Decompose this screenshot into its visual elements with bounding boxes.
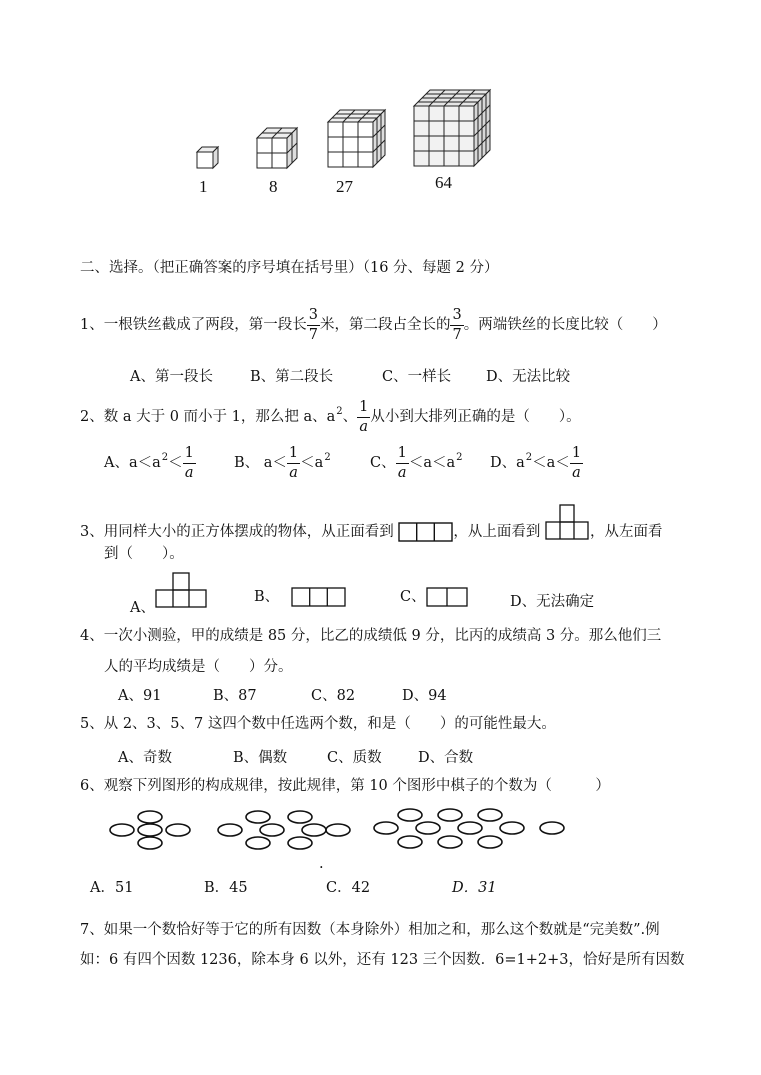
q5-option-c[interactable]: C、质数: [327, 750, 382, 766]
q2-fraction: $\frac{1}{a}$: [359, 399, 369, 435]
q1-fraction-1: $\frac{3}{7}$: [308, 307, 318, 343]
question-6: 6、观察下列图形的构成规律，按此规律，第 10 个图形中棋子的个数为（ ）: [80, 778, 610, 794]
q6-option-b[interactable]: B．45: [204, 880, 248, 896]
q3-option-d[interactable]: D、无法确定: [510, 594, 595, 610]
cube-label-64: 64: [435, 173, 452, 192]
q1-fraction-2: $\frac{3}{7}$: [452, 307, 462, 343]
q1-stem-a: 1、一根铁丝截成了两段，第一段长: [80, 317, 307, 333]
section-title: 二、选择。（把正确答案的序号填在括号里）（16 分、每题 2 分）: [80, 260, 499, 276]
cube-1: [197, 147, 218, 168]
front-view-figure: [398, 522, 453, 542]
question-4-line-1: 4、一次小测验，甲的成绩是 85 分，比乙的成绩低 9 分，比丙的成绩高 3 分。那么他们三: [80, 628, 662, 644]
q4-option-c[interactable]: C、82: [311, 688, 356, 704]
q2-option-a[interactable]: A、$a<a^2<$ $\frac{1}{a}$: [104, 445, 194, 481]
q4-option-b[interactable]: B、87: [213, 688, 257, 704]
cubes-figure: [190, 82, 510, 172]
q6-pattern-1: [104, 808, 196, 852]
q1-option-c[interactable]: C、一样长: [382, 369, 452, 385]
option-c-figure: [426, 587, 468, 607]
q6-option-d[interactable]: D．31: [452, 880, 497, 896]
q5-option-b[interactable]: B、偶数: [233, 750, 288, 766]
q2-option-c[interactable]: C、 $\frac{1}{a}$ $<a<a^2$: [370, 445, 463, 481]
question-5: 5、从 2、3、5、7 这四个数中任选两个数，和是（ ）的可能性最大。: [80, 716, 556, 732]
option-b-figure: [291, 587, 346, 607]
q2-option-b[interactable]: B、 a＜ $\frac{1}{a}$ $<a^2$: [234, 445, 331, 481]
q1-option-b[interactable]: B、第二段长: [250, 369, 334, 385]
q4-option-d[interactable]: D、94: [402, 688, 447, 704]
cube-64: [414, 90, 490, 166]
q1-option-d[interactable]: D、无法比较: [486, 369, 571, 385]
question-3: 3、用同样大小的正方体摆成的物体，从正面看到 ，从上面看到 ，从左面看: [80, 504, 662, 542]
q3-option-b[interactable]: B、: [254, 585, 346, 607]
q6-pattern-2: [212, 808, 352, 852]
cube-label-8: 8: [269, 177, 278, 196]
q3-option-a[interactable]: A、: [130, 572, 207, 617]
q6-pattern-3: [370, 806, 570, 852]
q1-option-a[interactable]: A、第一段长: [130, 369, 213, 385]
q5-option-a[interactable]: A、奇数: [118, 750, 172, 766]
cube-label-1: 1: [199, 177, 208, 196]
question-1: [80, 308, 667, 342]
q6-option-c[interactable]: C．42: [326, 880, 371, 896]
q6-option-a[interactable]: A．51: [90, 880, 134, 896]
q3-stem-continued: 到（ ）。: [104, 546, 184, 562]
question-7-line-2: 如：6 有四个因数 1236，除本身 6 以外，还有 123 三个因数．6=1+2+3，恰好是所有因数: [80, 952, 685, 968]
q1-stem-b: 米，第二段占全长的: [319, 317, 451, 333]
q5-option-d[interactable]: D、合数: [418, 750, 474, 766]
q2-option-d[interactable]: D、$a^2<a<$ $\frac{1}{a}$: [490, 445, 582, 481]
cube-label-27: 27: [336, 177, 353, 196]
q3-option-c[interactable]: C、: [400, 585, 468, 607]
q4-option-a[interactable]: A、91: [118, 688, 162, 704]
cube-8: [257, 128, 297, 168]
question-4-line-2: 人的平均成绩是（ ）分。: [104, 659, 293, 675]
top-view-figure: [545, 504, 590, 540]
q1-stem-c: 。两端铁丝的长度比较（ ）: [463, 317, 667, 333]
option-a-figure: [155, 572, 207, 608]
question-7-line-1: 7、如果一个数恰好等于它的所有因数（本身除外）相加之和，那么这个数就是“完美数”.例: [80, 922, 660, 938]
cube-27: [328, 110, 385, 167]
question-2: 2、数 a 大于 0 而小于 1，那么把 a、$a^2$、 $\frac{1}{a}$ 从小到大排列正确的是（ ）。: [80, 399, 581, 435]
q6-stray-dot: .: [319, 856, 324, 872]
